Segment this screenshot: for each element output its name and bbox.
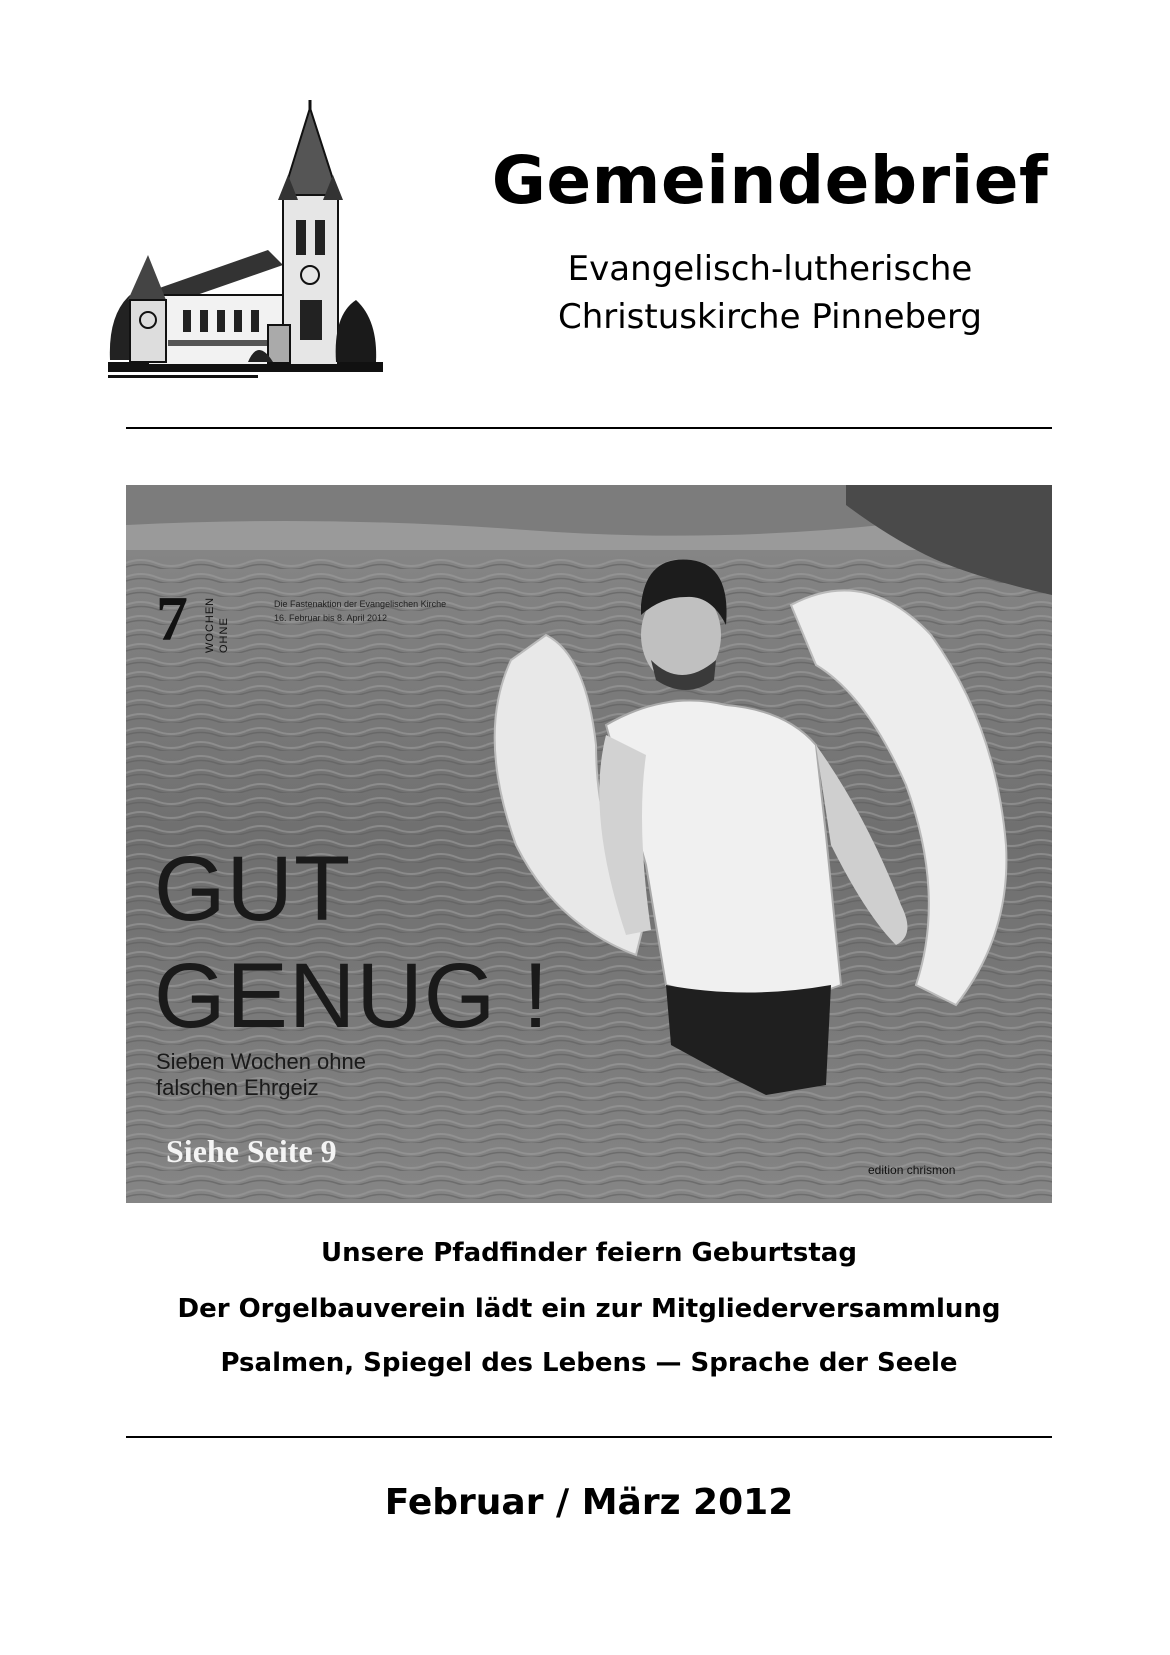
page-reference: Siehe Seite 9: [166, 1133, 337, 1169]
campaign-badge-number: 7: [156, 583, 188, 654]
top-divider: [126, 427, 1052, 429]
teaser-line: Unsere Pfadfinder feiern Geburtstag: [321, 1238, 857, 1268]
campaign-badge-word-1: WOCHEN: [204, 596, 216, 653]
teaser-line: Der Orgelbauverein lädt ein zur Mitgliederversammlung: [177, 1294, 1001, 1324]
bottom-divider: [126, 1436, 1052, 1438]
masthead-subtitle-line2: Christuskirche Pinneberg: [557, 297, 983, 337]
publisher-credit: edition chrismon: [868, 1163, 956, 1177]
teaser-line: Psalmen, Spiegel des Lebens — Sprache der Seele: [220, 1348, 958, 1378]
campaign-tagline-line2: 16. Februar bis 8. April 2012: [274, 613, 388, 623]
masthead-subtitle-line1: Evangelisch-lutherische: [567, 249, 973, 289]
cover-subhead-line2: falschen Ehrgeiz: [156, 1075, 319, 1100]
campaign-tagline-line1: Die Fastenaktion der Evangelischen Kirche: [274, 599, 447, 609]
campaign-badge-word-2: OHNE: [218, 617, 230, 653]
cover-headline-line2: GENUG !: [154, 945, 550, 1047]
masthead-title: Gemeindebrief: [491, 142, 1049, 219]
cover-subhead-line1: Sieben Wochen ohne: [156, 1049, 366, 1074]
cover-headline-line1: GUT: [154, 838, 352, 940]
church-illustration: [108, 100, 388, 400]
cover-photo: [126, 485, 1052, 1203]
issue-date: Februar / März 2012: [384, 1482, 794, 1523]
